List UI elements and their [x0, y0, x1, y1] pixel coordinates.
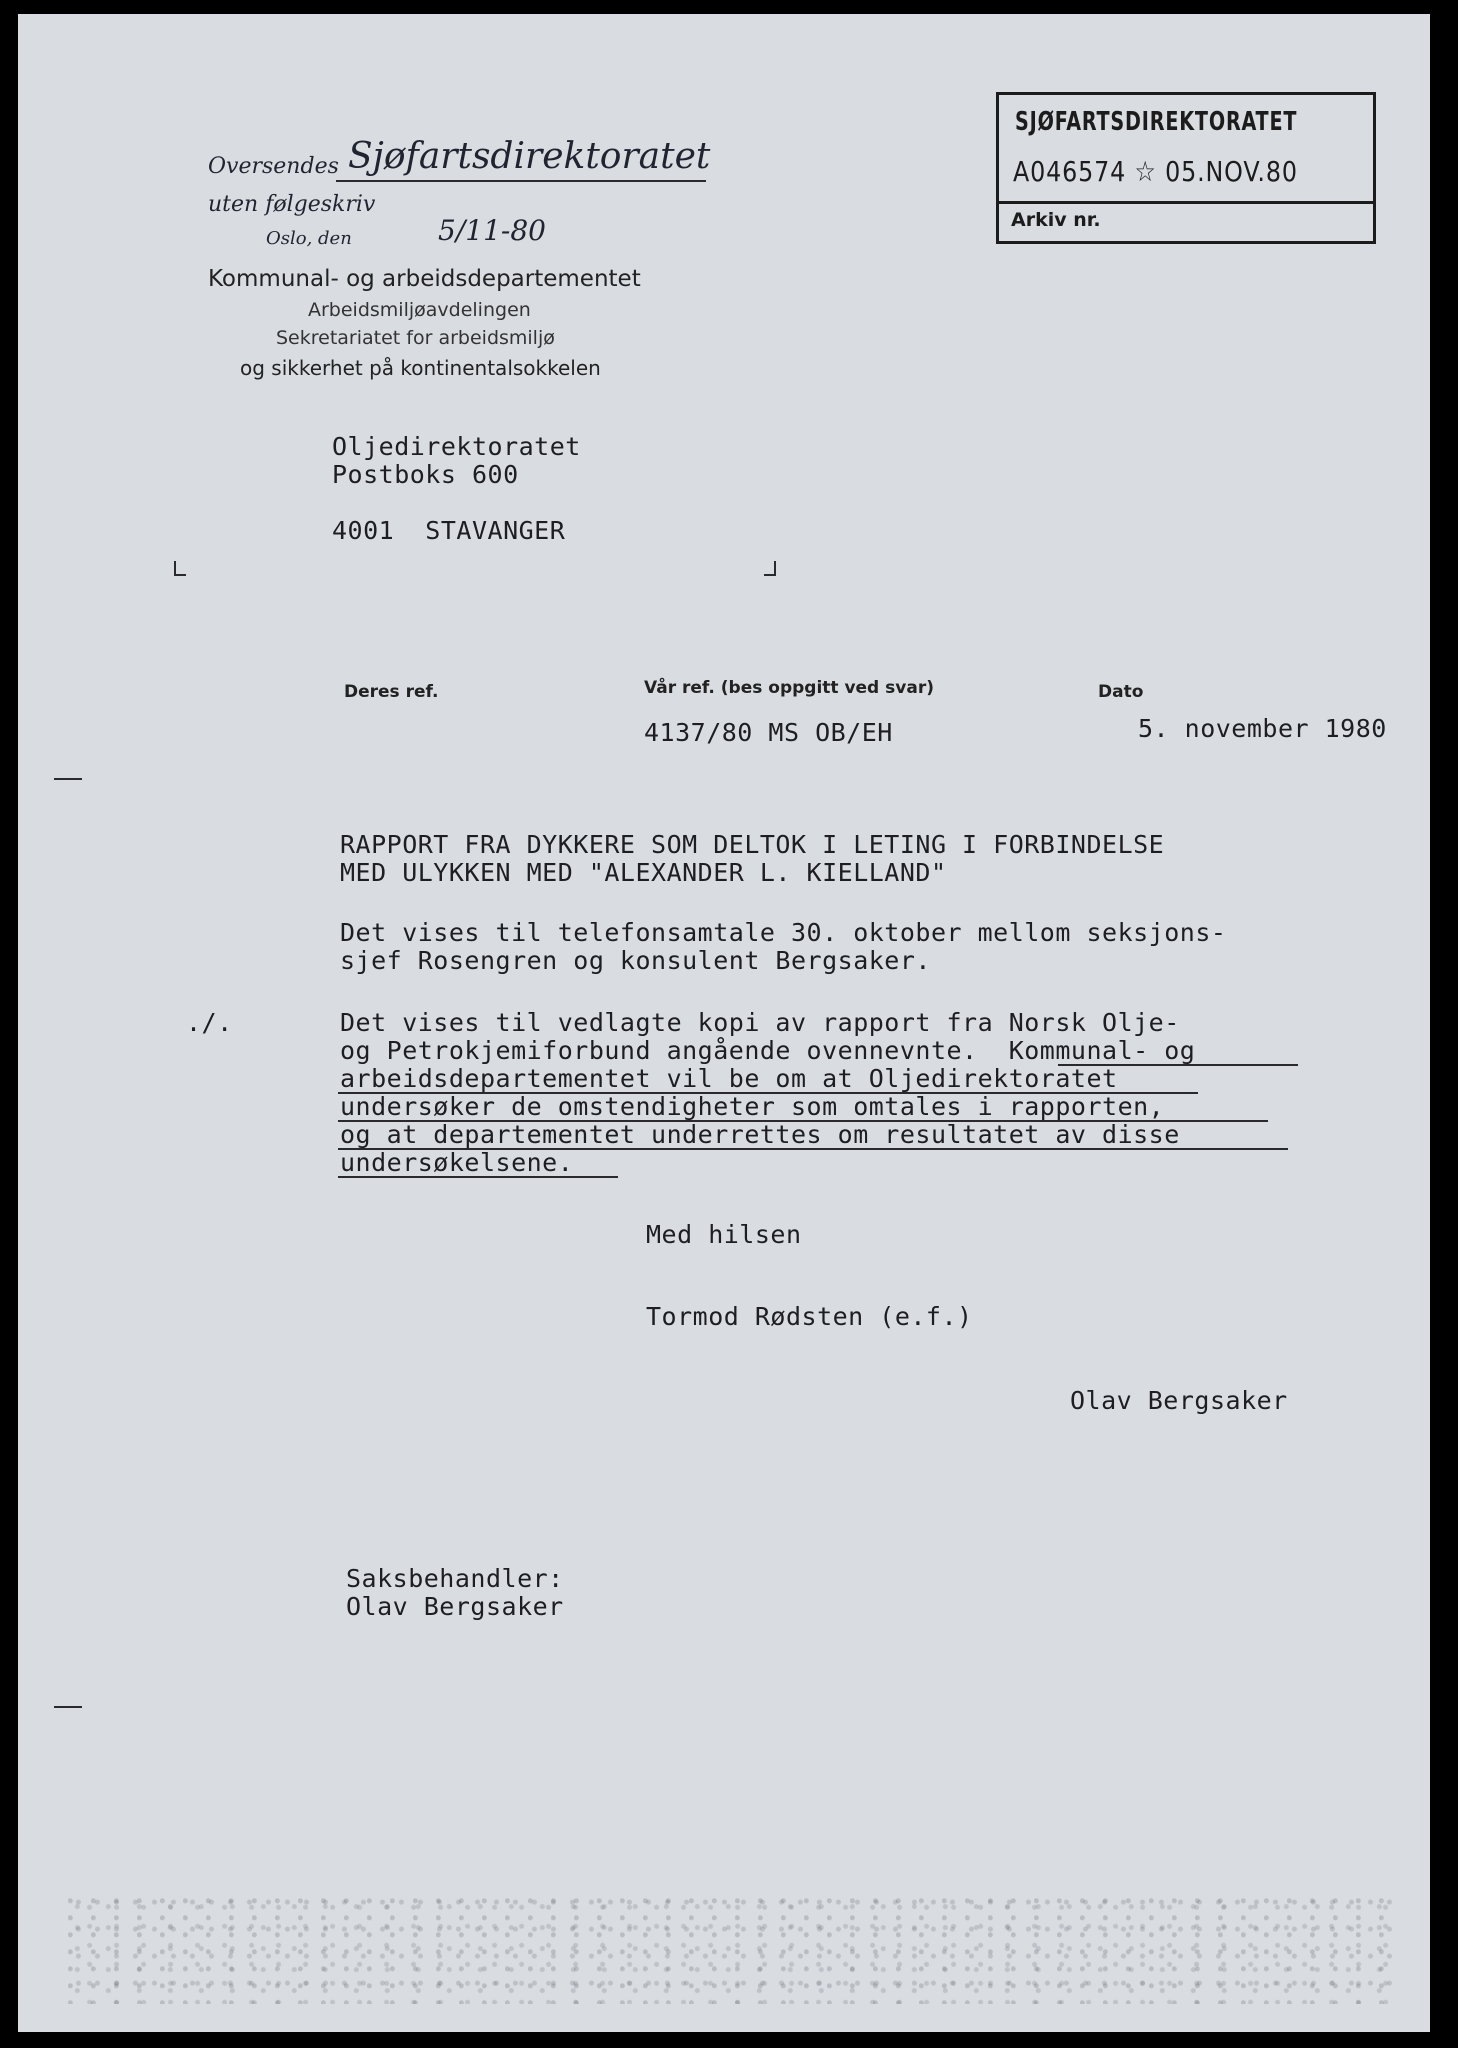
stamp-ref: A046574	[1013, 155, 1127, 188]
signer-2: Olav Bergsaker	[1070, 1386, 1288, 1415]
subject-line-1: RAPPORT FRA DYKKERE SOM DELTOK I LETING I FORBINDELSE	[340, 830, 1165, 859]
underline-2	[338, 1092, 1198, 1094]
star-icon: ☆	[1134, 155, 1157, 188]
dept-line-2: Arbeidsmiljøavdelingen	[308, 299, 531, 321]
underline-1	[1058, 1064, 1298, 1066]
signer-1: Tormod Rødsten (e.f.)	[646, 1302, 973, 1331]
underline-5	[338, 1176, 618, 1178]
stamp-arkiv-label: Arkiv nr.	[1011, 209, 1101, 231]
para2-line-1: Det vises til vedlagte kopi av rapport fra Norsk Olje-	[340, 1008, 1180, 1037]
handler-label: Saksbehandler:	[346, 1564, 564, 1593]
corner-mark-left	[174, 561, 176, 575]
document-page	[18, 14, 1430, 2032]
corner-mark-right-h	[764, 574, 776, 576]
closing: Med hilsen	[646, 1220, 802, 1249]
recipient-box: Postboks 600	[332, 460, 519, 489]
para2-line-6: undersøkelsene.	[340, 1148, 574, 1177]
scan-noise	[68, 1894, 1398, 2004]
para2-line-2: og Petrokjemiforbund angående ovennevnte. Kommunal- og	[340, 1036, 1196, 1065]
stamp-divider	[999, 201, 1373, 204]
para2-line-5: og at departementet underrettes om resultatet av disse	[340, 1120, 1180, 1149]
oversendes-label: Oversendes	[208, 154, 339, 179]
enclosure-mark: ./.	[186, 1008, 233, 1037]
dept-line-3: Sekretariatet for arbeidsmiljø	[276, 327, 555, 349]
deres-ref-label: Deres ref.	[344, 682, 439, 702]
received-stamp	[996, 92, 1376, 244]
stamp-date: 05.NOV.80	[1165, 155, 1298, 188]
subject-line-2: MED ULYKKEN MED "ALEXANDER L. KIELLAND"	[340, 858, 947, 887]
stamp-org: SJØFARTSDIREKTORATET	[1015, 107, 1298, 137]
uten-label: uten følgeskriv	[208, 192, 376, 217]
dato-label: Dato	[1098, 682, 1144, 702]
para2-line-3: arbeidsdepartementet vil be om at Oljedirektoratet	[340, 1064, 1118, 1093]
para2-line-4: undersøker de omstendigheter som omtales i rapporten,	[340, 1092, 1165, 1121]
stamp-ref-date	[1013, 155, 1298, 188]
corner-mark-right	[774, 561, 776, 575]
oslo-label: Oslo, den	[266, 228, 352, 249]
var-ref-value: 4137/80 MS OB/EH	[644, 718, 893, 747]
recipient-city: 4001 STAVANGER	[332, 516, 566, 545]
var-ref-label: Vår ref. (bes oppgitt ved svar)	[644, 678, 934, 698]
underline-3	[338, 1120, 1268, 1122]
oslo-date: 5/11-80	[438, 214, 546, 247]
handler-name: Olav Bergsaker	[346, 1592, 564, 1621]
oversendes-underline	[336, 180, 706, 182]
underline-4	[338, 1148, 1288, 1150]
dept-line-1: Kommunal- og arbeidsdepartementet	[208, 266, 641, 292]
para1-line-2: sjef Rosengren og konsulent Bergsaker.	[340, 946, 931, 975]
para1-line-1: Det vises til telefonsamtale 30. oktober mellom seksjons-	[340, 918, 1227, 947]
fold-mark-top	[54, 778, 82, 780]
recipient-name: Oljedirektoratet	[332, 432, 581, 461]
oversendes-value: Sjøfartsdirektoratet	[348, 136, 711, 177]
dept-line-4: og sikkerhet på kontinentalsokkelen	[240, 356, 601, 380]
dato-value: 5. november 1980	[1138, 714, 1387, 743]
corner-mark-left-h	[174, 574, 186, 576]
fold-mark-bottom	[54, 1706, 82, 1708]
